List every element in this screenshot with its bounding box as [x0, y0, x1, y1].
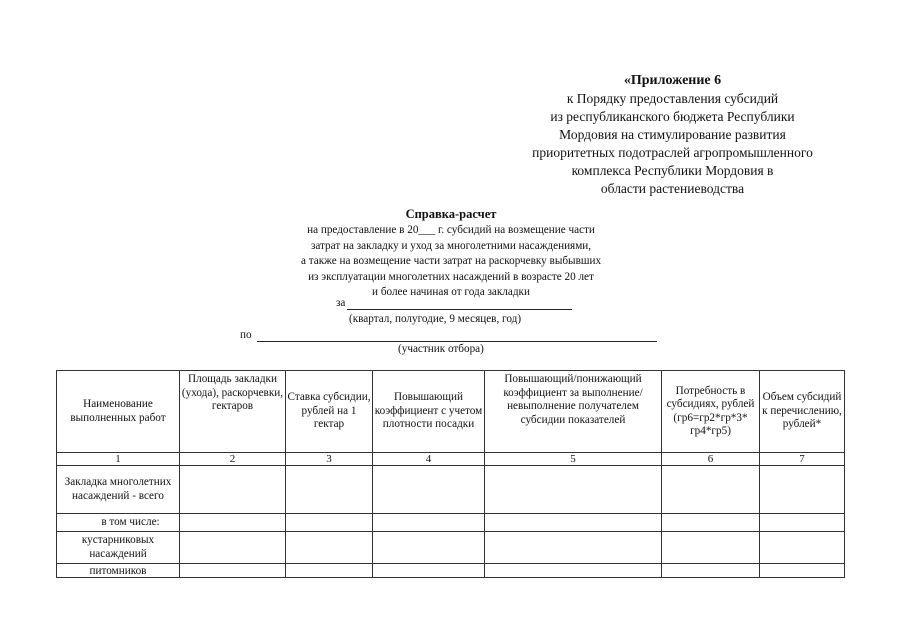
row-label: в том числе: — [57, 514, 180, 532]
table-row — [57, 532, 845, 564]
appendix-line: Мордовия на стимулирование развития — [559, 127, 786, 142]
table-cell — [662, 466, 760, 514]
table-cell — [662, 514, 760, 532]
calculation-table — [56, 370, 845, 578]
appendix-line: приоритетных подотраслей агропромышленного — [532, 145, 813, 160]
document-subtitle-line: на предоставление в 20___ г. субсидий на возмещение части — [307, 224, 595, 236]
table-cell — [760, 532, 845, 564]
column-number: 2 — [180, 453, 286, 466]
row-label: Закладка многолетних насаждений - всего — [57, 466, 180, 514]
appendix-line: комплекса Республики Мордовия в — [571, 163, 774, 178]
table-row — [57, 514, 845, 532]
period-hint: (квартал, полугодие, 9 месяцев, год) — [349, 313, 522, 325]
period-field — [336, 296, 576, 311]
table-cell — [373, 514, 485, 532]
table-cell — [485, 532, 662, 564]
column-number-row — [57, 453, 845, 466]
table-cell — [373, 532, 485, 564]
table-cell — [286, 564, 373, 578]
table-cell — [286, 466, 373, 514]
appendix-line: к Порядку предоставления субсидий — [566, 91, 779, 106]
table-cell — [286, 514, 373, 532]
table-cell — [662, 564, 760, 578]
table-cell — [180, 466, 286, 514]
table-cell — [760, 466, 845, 514]
table-cell — [180, 514, 286, 532]
column-number: 6 — [662, 453, 760, 466]
table-cell — [662, 532, 760, 564]
column-number: 4 — [373, 453, 485, 466]
table-cell — [373, 564, 485, 578]
document-heading — [262, 206, 640, 301]
table-cell — [760, 564, 845, 578]
row-label: питомников — [57, 564, 180, 578]
participant-underline — [257, 341, 657, 342]
table-cell — [286, 532, 373, 564]
column-header: Наименование выполненных работ — [57, 371, 180, 453]
period-underline — [347, 309, 572, 310]
table-cell — [485, 514, 662, 532]
column-header: Повышающий коэффициент с учетом плотности посадки — [373, 371, 485, 453]
table-row — [57, 564, 845, 578]
table-header-row — [57, 371, 845, 453]
participant-prefix: по — [240, 329, 252, 341]
period-prefix: за — [336, 297, 346, 309]
document-subtitle-line: а также на возмещение части затрат на раскорчевку выбывших — [300, 255, 602, 267]
table-cell — [485, 564, 662, 578]
column-number: 3 — [286, 453, 373, 466]
column-header: Ставка субсидии, рублей на 1 гектар — [286, 371, 373, 453]
appendix-line: из республиканского бюджета Республики — [550, 109, 795, 124]
table-cell — [180, 532, 286, 564]
column-number: 1 — [57, 453, 180, 466]
table-cell — [485, 466, 662, 514]
appendix-line: области растениеводства — [600, 181, 745, 196]
table-cell — [180, 564, 286, 578]
document-subtitle-line: затрат на закладку и уход за многолетними насаждениями, — [310, 239, 592, 252]
column-number: 7 — [760, 453, 845, 466]
column-header: Повышающий/понижающий коэффициент за выполнение/невыполнение получателем субсидии показателей — [485, 371, 662, 453]
column-header: Объем субсидий к перечислению, рублей* — [760, 371, 845, 453]
appendix-header — [500, 72, 845, 198]
row-label: кустарниковых насаждений — [57, 532, 180, 564]
document-title: Справка-расчет — [405, 207, 497, 221]
document-subtitle-line: из эксплуатации многолетних насаждений в возрасте 20 лет — [308, 270, 594, 283]
column-header: Площадь закладки (ухода), раскорчевки, гектаров — [180, 371, 286, 453]
participant-field — [240, 328, 660, 343]
table-row — [57, 466, 845, 514]
column-header: Потребность в субсидиях, рублей (гр6=гр2*гр*3* гр4*гр5) — [662, 371, 760, 453]
participant-hint: (участник отбора) — [398, 343, 484, 355]
appendix-title: «Приложение 6 — [623, 73, 722, 88]
table-cell — [760, 514, 845, 532]
table-cell — [373, 466, 485, 514]
document-subtitle-line: и более начиная от года закладки — [372, 286, 530, 298]
column-number: 5 — [485, 453, 662, 466]
